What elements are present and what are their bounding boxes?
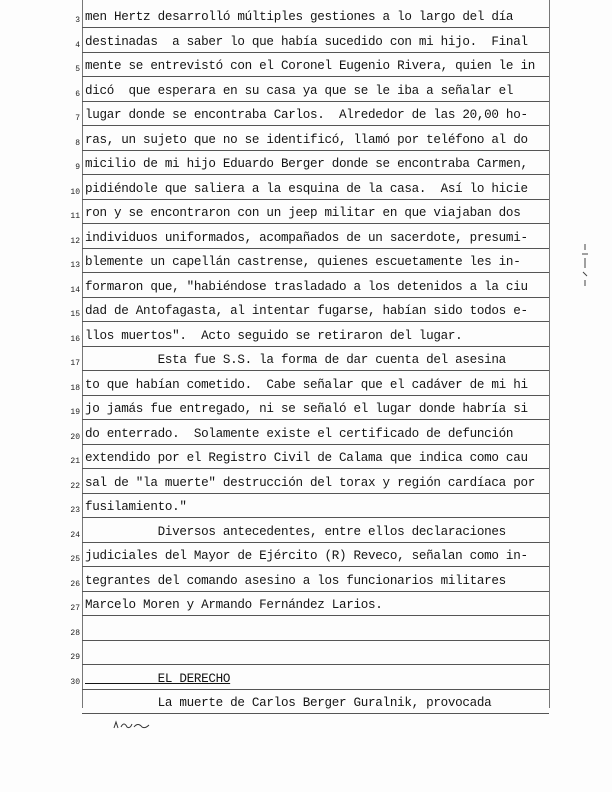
line-number: 10 [70,187,80,197]
ruled-line [82,542,549,543]
line-number: 19 [70,408,80,417]
ruled-line [82,689,549,690]
text-line: to que habían cometido. Cabe señalar que el cadáver de mi hi [85,377,528,392]
text-line: ras, un sujeto que no se identificó, llamó por teléfono al do [85,132,528,147]
line-number: 27 [70,604,80,613]
text-line: judiciales del Mayor de Ejército (R) Reveco, señalan como in- [85,549,528,563]
text-line [85,622,547,639]
text-line: dicó que esperara en su casa ya que se le iba a señalar el [85,83,514,98]
line-number: 20 [70,432,80,442]
ruled-line [82,297,549,298]
line-number: 25 [70,555,80,564]
text-line: extendido por el Registro Civil de Calama que indica como cau [85,451,528,465]
left-margin-rule [82,0,83,708]
line-number: 24 [70,530,80,540]
ruled-line [82,444,549,445]
ruled-line [82,419,549,420]
ruled-line [82,346,549,347]
ruled-line [82,125,549,126]
line-number: 16 [70,334,80,344]
line-number: 13 [70,261,80,270]
text-line: La muerte de Carlos Berger Guralnik, provocada [85,696,492,710]
text-line [85,646,547,663]
text-line: ron y se encontraron con un jeep militar en que viajaban dos [85,206,521,220]
text-line: lugar donde se encontraba Carlos. Alrededor de las 20,00 ho- [85,108,528,122]
ruled-line [82,615,549,616]
line-number: 22 [70,481,80,491]
text-line: Marcelo Moren y Armando Fernández Larios. [85,598,383,612]
right-margin-rule [549,0,550,708]
ruled-line [82,468,549,469]
initials-signature [112,718,152,730]
line-number: 17 [70,359,80,368]
text-line: dad de Antofagasta, al intentar fugarse, habían sido todos e- [85,304,528,318]
line-number: 5 [75,65,80,74]
line-number: 12 [70,236,80,246]
ruled-line [82,664,549,665]
line-number: 6 [75,89,80,99]
ruled-line [82,493,549,494]
line-number: 23 [70,506,80,515]
ruled-line [82,395,549,396]
line-number: 29 [70,653,80,662]
ruled-line [82,76,549,77]
margin-annotation [578,242,592,288]
text-line: llos muertos". Acto seguido se retiraron del lugar. [85,328,463,343]
text-line: sal de "la muerte" destrucción del torax y región cardíaca por [85,475,535,490]
section-heading: EL DERECHO [85,671,231,686]
line-number: 15 [70,310,80,319]
text-line: micilio de mi hijo Eduardo Berger donde se encontraba Carmen, [85,157,528,171]
text-line: mente se entrevistó con el Coronel Eugenio Rivera, quien le in [85,59,535,73]
line-number: 4 [75,40,80,50]
text-line: pidiéndole que saliera a la esquina de la casa. Así lo hicie [85,181,528,196]
ruled-line [82,27,549,28]
line-number: 9 [75,163,80,172]
ruled-line [82,591,549,592]
ruled-line [82,52,549,53]
line-number: 21 [70,457,80,466]
text-line: Diversos antecedentes, entre ellos declaraciones [85,524,506,539]
text-line: Esta fue S.S. la forma de dar cuenta del asesina [85,353,506,367]
ruled-line [82,223,549,224]
ruled-line [82,321,549,322]
line-number: 28 [70,628,80,638]
line-number: 26 [70,579,80,589]
text-line: blemente un capellán castrense, quienes escuetamente les in- [85,255,521,269]
line-number: 7 [75,114,80,123]
line-number: 3 [75,16,80,25]
line-number: 14 [70,285,80,295]
ruled-line [82,713,549,714]
ruled-line [82,150,549,151]
text-line: men Hertz desarrolló múltiples gestiones a lo largo del día [85,10,514,24]
line-number: 8 [75,138,80,148]
ruled-line [82,566,549,567]
ruled-line [82,640,549,641]
text-line: individuos uniformados, acompañados de un sacerdote, presumi- [85,230,528,245]
ruled-line [82,101,549,102]
text-line: jo jamás fue entregado, ni se señaló el lugar donde habría si [85,402,528,416]
line-number: 30 [70,677,80,687]
text-line: tegrantes del comando asesino a los funcionarios militares [85,573,506,588]
text-line: do enterrado. Solamente existe el certificado de defunción [85,426,514,441]
text-line: formaron que, "habiéndose trasladado a los detenidos a la ciu [85,279,528,294]
ruled-line [82,272,549,273]
ruled-line [82,248,549,249]
text-line: destinadas a saber lo que había sucedido con mi hijo. Final [85,34,528,49]
line-number: 11 [70,212,80,221]
ruled-line [82,517,549,518]
line-number: 18 [70,383,80,393]
text-line: fusilamiento." [85,500,187,514]
ruled-line [82,370,549,371]
ruled-line [82,174,549,175]
ruled-line [82,199,549,200]
